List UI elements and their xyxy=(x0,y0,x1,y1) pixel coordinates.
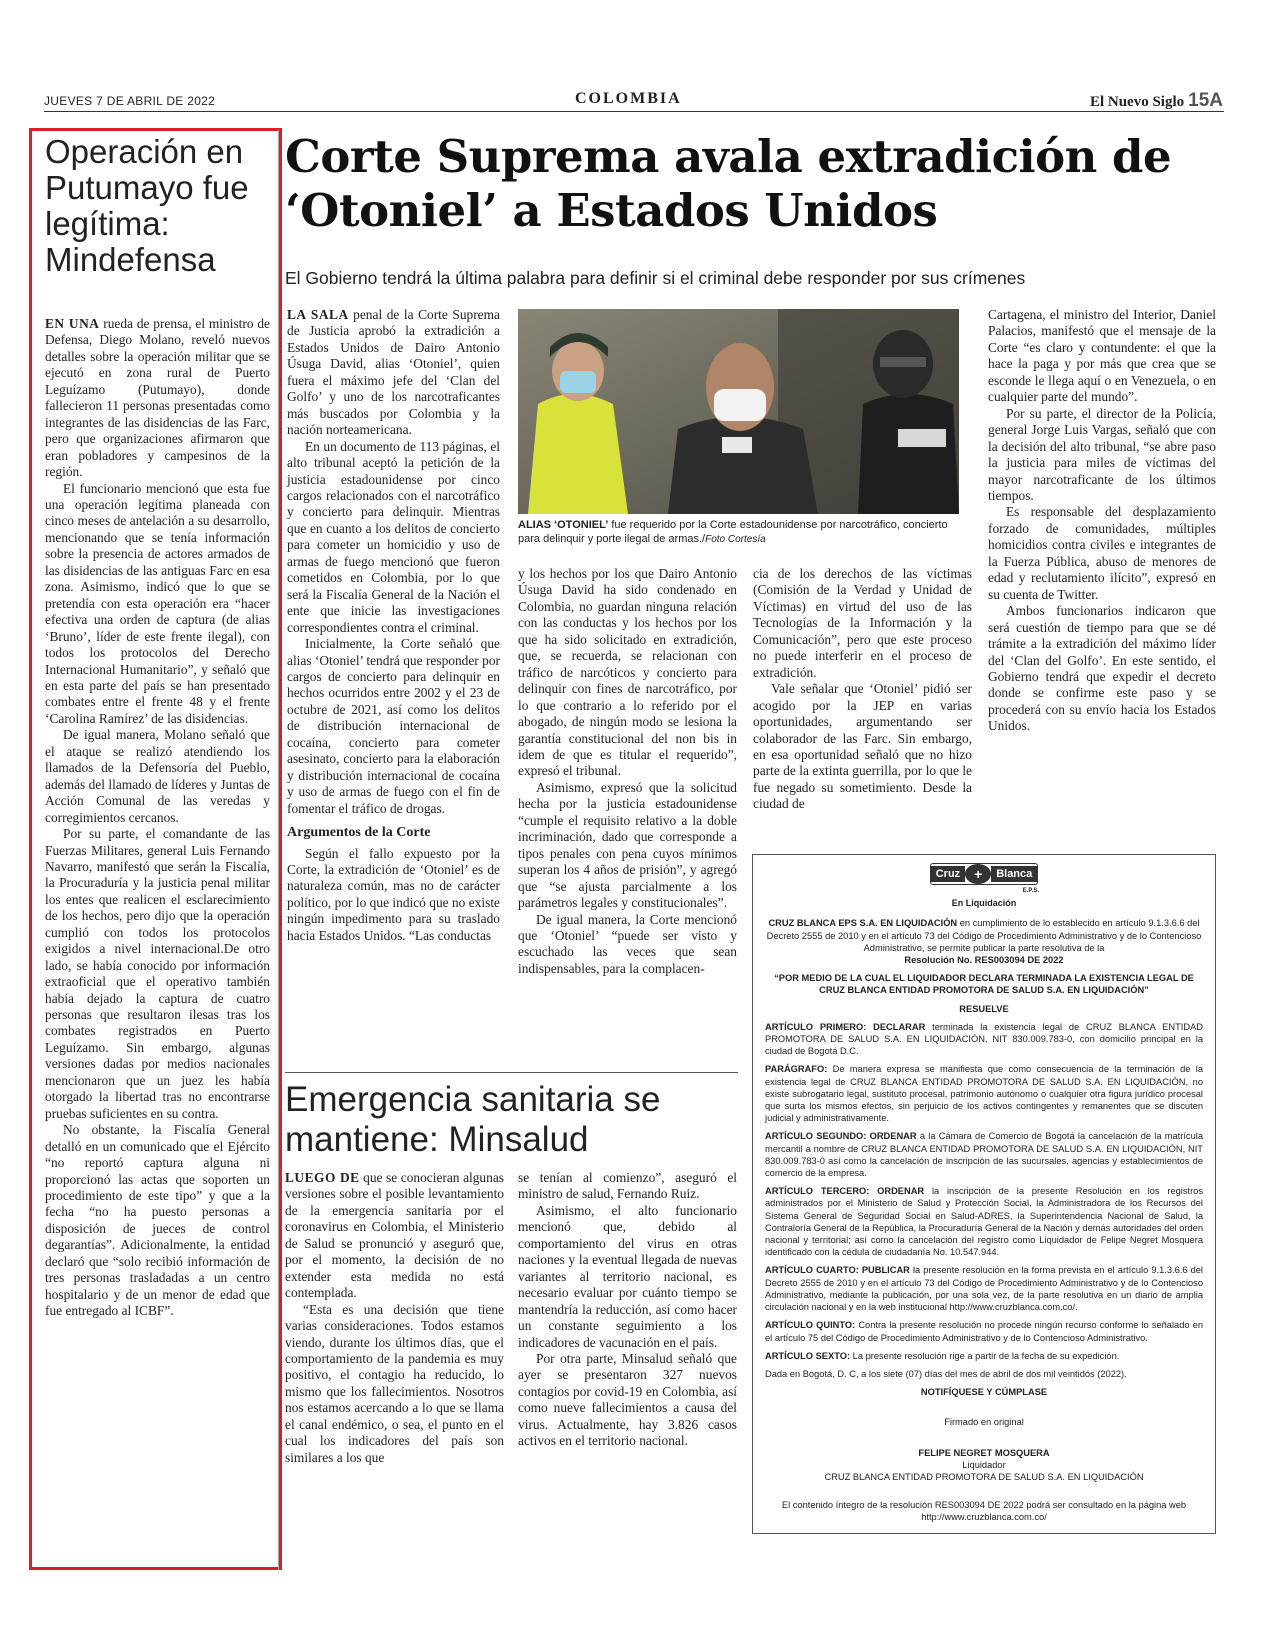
second-paragraph: LUEGO DE que se conocieran algunas versiones sobre el posible levantamiento de la emergencia sanitaria por el coronavirus en Colombia, el Ministerio de Salud se pronunció y aseguró que, por el momento, la decisión de no extender esta medida no está contemplada. xyxy=(285,1170,504,1301)
main-paragraph: De igual manera, la Corte mencionó que ‘Otoniel’ “puede ser visto y escuchado las veces que sean indispensables, para la complacen- xyxy=(518,911,737,976)
resolution-title: “POR MEDIO DE LA CUAL EL LIQUIDADOR DECLARA TERMINADA LA EXISTENCIA LEGAL DE CRUZ BLANCA ENTIDAD PROMOTORA DE SALUD S.A. EN LIQUIDACIÓN” xyxy=(774,973,1194,996)
cruz-blanca-logo xyxy=(929,863,1039,909)
main-paragraph: Inicialmente, la Corte señaló que alias ‘Otoniel’ tendrá que responder por cargos de concierto para delinquir en hechos ocurridos entre 2002 y el 23 de octubre de 2021, así como los delitos de distribución internacional de cocaína, concierto para cometer asesinato, concierto para la elaboración y distribución internacional de cocaína y uso de armas de fuego con el fin de fomentar el tráfico de drogas. xyxy=(287,636,500,816)
photo-illustration xyxy=(518,309,959,514)
notice-footer: El contenido íntegro de la resolución RES003094 DE 2022 podrá ser consultado en la página web http://www.cruzblanca.com.co/ xyxy=(781,1500,1187,1523)
main-subheadline: El Gobierno tendrá la última palabra para definir si el criminal debe responder por sus crímenes xyxy=(285,268,1026,288)
main-paragraph: Por su parte, el director de la Policía, general Jorge Luis Vargas, señaló que con la decisión del alto tribunal, “se abre paso la justicia para miles de víctimas del mayor narcotraficante de los últimos tiempos. xyxy=(988,405,1216,503)
issue-date: JUEVES 7 DE ABRIL DE 2022 xyxy=(44,94,216,108)
main-lead: LA SALA xyxy=(287,307,349,322)
photo-caption: ALIAS ‘OTONIEL’ fue requerido por la Corte estadounidense por narcotráfico, concierto para delinquir y porte ilegal de armas./Foto Cortesía xyxy=(518,519,948,545)
second-paragraph: Asimismo, el alto funcionario mencionó que, debido al comportamiento del virus en otras naciones y la eventual llegada de nuevas variantes al territorio nacional, es necesario evaluar por cuánto tiempo se mantendría la reducción, así como hacer un constante seguimiento a los indicadores de vacunación en el país. xyxy=(518,1202,737,1350)
signer-role: Liquidador xyxy=(962,1459,1006,1470)
sidebar-paragraph: El funcionario mencionó que esta fue una operación legítima planeada con cinco meses de antelación a su desarrollo, mencionando que se tenía información sobre la presencia de actores armados de las disidencias de las antiguas Farc en esa zona. Asimismo, indicó que lo que se pretendía con esta operación era “hacer efectiva una orden de captura (de alias ‘Bruno’, líder de este frente ilegal), con todos los protocolos del Derecho Internacional Humanitario”, y señaló que en esta parte del país se han presentado combates entre el frente 48 y el frente ‘Carolina Ramírez’ de las disidencias. xyxy=(45,480,270,726)
caption-lead: ALIAS ‘OTONIEL’ xyxy=(518,519,609,531)
main-paragraph: cia de los derechos de las víctimas (Comisión de la Verdad y Unidad de Víctimas) en virtud del uso de las Tecnologías de la Información y la Comunicación”, pero que este proceso no puede interferir en el proceso de extradición. xyxy=(753,566,972,680)
main-paragraph: Es responsable del desplazamiento forzado de comunidades, múltiples homicidios contra civiles e integrantes de la Fuerza Pública, abuso de menores de edad y reclutamiento ilícito”, expresó en su cuenta de Twitter. xyxy=(988,504,1216,602)
cross-icon: + xyxy=(965,864,991,884)
sidebar-lead: EN UNA xyxy=(45,316,100,331)
section-title: COLOMBIA xyxy=(575,90,682,107)
main-column-4 xyxy=(988,307,1216,735)
signer-name: FELIPE NEGRET MOSQUERA xyxy=(918,1447,1050,1458)
second-headline: Emergencia sanitaria se mantiene: Minsalud xyxy=(285,1080,661,1159)
brand-name: El Nuevo Siglo xyxy=(1089,94,1185,110)
legal-notice xyxy=(752,854,1216,1534)
main-paragraph: Cartagena, el ministro del Interior, Daniel Palacios, manifestó que el mensaje de la Corte “es claro y contundente: el que la hace la paga y por más que crea que se esconde le llega aquí o en Venezuela, o en cualquier parte del mundo”. xyxy=(988,307,1216,405)
logo-right: Blanca xyxy=(991,866,1037,882)
main-paragraph: Ambos funcionarios indicaron que será cuestión de tiempo para que se dé trámite a la extradición del máximo líder del ‘Clan del Golfo’. En este sentido, el Gobierno tendrá que expedir el decreto donde se confirme este paso y se procederá con su envío hacia los Estados Unidos. xyxy=(988,603,1216,734)
resolution-number: Resolución No. RES003094 DE 2022 xyxy=(904,955,1064,966)
second-paragraph: “Esta es una decisión que tiene varias consideraciones. Todos estamos viendo, durante los últimos días, que el comportamiento de la pandemia es muy positivo, el contagio ha reducido, lo mismo que los fallecimientos. Nosotros nos estamos acercando a lo que se llama el canal endémico, o sea, el punto en el cual los indicadores del país son similares a los que xyxy=(285,1301,504,1465)
sidebar-paragraph: EN UNA rueda de prensa, el ministro de Defensa, Diego Molano, reveló nuevos detalles sobre la operación militar que se ejecutó en zona rural de Puerto Leguízamo (Putumayo), donde fallecieron 11 personas presentadas como integrantes de las disidencias de las Farc, pero que organizaciones afirmaron que eran pobladores y campesinos de la región. xyxy=(45,316,270,480)
main-paragraph: En un documento de 113 páginas, el alto tribunal aceptó la petición de la justicia estadounidense por cinco cargos relacionados con el narcotráfico y concierto para delinquir. Mientras que en cuanto a los delitos de concierto para cometer un homicidio y uso de armas de fuego mencionó que fueron cometidos en Colombia, por lo que será la Fiscalía General de la Nación el ente que inicie las investigaciones correspondientes contra el criminal. xyxy=(287,438,500,635)
second-column-2 xyxy=(518,1170,737,1450)
sidebar-paragraph: Por su parte, el comandante de las Fuerzas Militares, general Luis Fernando Navarro, manifestó que serán la Fiscalía, la Procuraduría y la justicia penal militar los entes que realicen el esclarecimiento de los hechos, pero dijo que la operación cumplió con todos los protocolos exigidos a nivel internacional.De otro lado, se había conocido por información extraoficial que el operativo también había dejado la captura de cuatro personas que resultaron ilesas tras los combates registrados en Puerto Leguízamo. Sin embargo, algunas versiones dadas por medios nacionales mencionaron que un juez les había otorgado la libertad tras no encontrarse pruebas suficientes en su contra. xyxy=(45,826,270,1121)
header-rule xyxy=(44,111,1224,112)
logo-eps: E.P.S. xyxy=(1022,888,1039,894)
notice-article: ARTÍCULO PRIMERO: DECLARAR terminada la existencia legal de CRUZ BLANCA ENTIDAD PROMOTORA DE SALUD S.A. EN LIQUIDACIÓN, NIT 830.009.783-0, con domicilio principal en la ciudad de Bogotá D.C. xyxy=(765,1021,1203,1057)
notice-article: PARÁGRAFO: De manera expresa se manifiesta que como consecuencia de la terminación de la existencia legal de CRUZ BLANCA ENTIDAD PROMOTORA DE SALUD S.A. EN LIQUIDACIÓN, no existe subrogatario legal, sustituto procesal, patrimonio autónomo o cualquier otra figura jurídico procesal que surta los mismos efectos, sin perjuicio de los activos contingentes y remanentes que se discuten judicial y administrativamente. xyxy=(765,1064,1203,1124)
notice-article: ARTÍCULO TERCERO: ORDENAR la inscripción de la presente Resolución en los registros administrados por el Ministerio de Salud y Protección Social, la Administradora de los Recursos del Sistema General de Seguridad Social en Salud-ADRES, la Superintendencia Nacional de Salud, la Contraloría General de la República, la Procuraduría General de la Nación y demás autoridades del orden nacional y territorial; así como la cancelación del registro como Liquidador de Felipe Negret Mosquera identificado con la cédula de ciudadanía No. 10.547.944. xyxy=(765,1186,1203,1258)
notice-article: ARTÍCULO CUARTO: PUBLICAR la presente resolución en la forma prevista en el artículo 9.1.3.6.6 del Decreto 2555 de 2010 y en el artículo 73 del Código de Procedimiento Administrativo y de lo Contencioso Administrativo, mediante la publicación, por una sola vez, de la parte resolutiva en un diario de amplia circulación nacional y en la web institucional http://www.cruzblanca.com.co/. xyxy=(765,1265,1203,1313)
second-paragraph: Por otra parte, Minsalud señaló que ayer se presentaron 327 nuevos contagios por covid-19 en Colombia, así como nueve fallecimientos a causa del virus. Actualmente, hay 3.826 casos activos en el territorio nacional. xyxy=(518,1350,737,1449)
second-paragraph: se tenían al comienzo”, aseguró el ministro de salud, Fernando Ruiz. xyxy=(518,1170,737,1202)
main-paragraph: LA SALA penal de la Corte Suprema de Justicia aprobó la extradición a Estados Unidos de Dairo Antonio Úsuga David, alias ‘Otoniel’, quien fuera el máximo jefe del ‘Clan del Golfo’ y uno de los narcotraficantes más buscados por Colombia y la nación norteamericana. xyxy=(287,307,500,438)
notice-article: ARTÍCULO SEGUNDO: ORDENAR a la Cámara de Comercio de Bogotá la cancelación de la matrícula mercantil a nombre de CRUZ BLANCA ENTIDAD PROMOTORA DE SALUD S.A. EN LIQUIDACIÓN, NIT 830.009.783-0 así como la cancelación de inscripción de las sucursales, agencias y establecimientos de comercio de la empresa. xyxy=(765,1131,1203,1179)
signed-original: Firmado en original xyxy=(944,1417,1024,1428)
main-column-2 xyxy=(518,566,737,977)
second-lead: LUEGO DE xyxy=(285,1170,360,1185)
logo-subtitle: En Liquidación xyxy=(951,898,1017,909)
main-paragraph: Vale señalar que ‘Otoniel’ pidió ser acogido por la JEP en varias oportunidades, argumentando ser colaborador de las Farc. Sin embargo, en esa oportunidad señaló que no hizo parte de la extinta guerrilla, por lo que le fue negado su sometimiento. Desde la ciudad de xyxy=(753,681,972,812)
notice-article: ARTÍCULO QUINTO: Contra la presente resolución no procede ningún recurso conforme lo señalado en el artículo 75 del Código de Procedimiento Administrativo y de lo Contencioso Administrativo. xyxy=(765,1320,1203,1343)
article-separator xyxy=(285,1072,738,1073)
page-number: 15A xyxy=(1188,90,1223,111)
notice-article: ARTÍCULO SEXTO: La presente resolución rige a partir de la fecha de su expedición. xyxy=(765,1350,1120,1361)
main-headline: Corte Suprema avala extradición de ‘Otoniel’ a Estados Unidos xyxy=(285,130,1172,237)
notice-intro: CRUZ BLANCA EPS S.A. EN LIQUIDACIÓN en cumplimiento de lo establecido en artículo 9.1.3.6.6 del Decreto 2555 de 2010 y en el artículo 73 del Código de Procedimiento Administrativo y de lo Contencioso Administrativo, se permite publicar la parte resolutiva de la Resolución No. RES003094 DE 2022 xyxy=(766,918,1202,966)
notice-date: Dada en Bogotá, D. C, a los siete (07) días del mes de abril de dos mil veintidós (2022). xyxy=(765,1368,1127,1379)
column-divider xyxy=(278,130,279,1570)
main-paragraph: Según el fallo expuesto por la Corte, la extradición de ‘Otoniel’ es de naturaleza común, mas no de carácter político, por lo que indicó que no existe ningún impedimento para su traslado hacia Estados Unidos. “Las conductas xyxy=(287,845,500,943)
main-paragraph: Asimismo, expresó que la solicitud hecha por la justicia estadounidense “cumple el requisito relativo a la doble incriminación, dado que corresponde a tipos penales con pena cuyos mínimos superan los 4 años de prisión”, y agregó que “se ajusta parcialmente a los parámetros legales y constitucionales”. xyxy=(518,779,737,911)
sidebar-headline: Operación en Putumayo fue legítima: Mindefensa xyxy=(45,133,249,278)
news-photo xyxy=(518,309,959,514)
photo-credit: Foto Cortesía xyxy=(705,534,766,545)
main-paragraph: y los hechos por los que Dairo Antonio Úsuga David ha sido condenado en Colombia, no guardan ninguna relación con las conductas y los hechos por los que ha sido solicitado en extradición, que, se recuerda, se relacionan con tráfico de narcóticos y concierto para delinquir con fines de narcotráfico, por lo que contrario a lo referido por el abogado, de ningún modo se lesiona la garantía constitucional del non bis in idem de que es titular el requerido”, expresó el tribunal. xyxy=(518,566,737,779)
masthead xyxy=(1090,90,1223,112)
section-subhead: Argumentos de la Corte xyxy=(287,825,431,841)
signer-entity: CRUZ BLANCA ENTIDAD PROMOTORA DE SALUD S.A. EN LIQUIDACIÓN xyxy=(824,1471,1144,1482)
resuelve-label: RESUELVE xyxy=(959,1003,1009,1014)
notice-notify: NOTIFÍQUESE Y CÚMPLASE xyxy=(920,1387,1048,1398)
main-column-3 xyxy=(753,566,972,813)
sidebar-paragraph: De igual manera, Molano señaló que el ataque se realizó atendiendo los llamados de la Defensoría del Pueblo, además del llamado de líderes y Juntas de Acción Comunal de las veredas y corregimientos cercanos. xyxy=(45,727,270,825)
second-column-1 xyxy=(285,1170,504,1466)
sidebar-article xyxy=(45,316,270,1320)
main-column-1 xyxy=(287,307,500,944)
logo-left: Cruz xyxy=(931,866,965,882)
sidebar-paragraph: No obstante, la Fiscalía General detalló en un comunicado que el Ejército “no reportó captura alguna ni proporcionó las actas que soporten un procedimiento de este tipo” y que a la fecha “no ha puesto personas a disposición de jueces de control degarantías”. Adicionalmente, la entidad declaró que “solo recibió información de tres personas trasladadas a un centro hospitalario y de un menor de edad que fue entregado al ICBF”. xyxy=(45,1122,270,1319)
